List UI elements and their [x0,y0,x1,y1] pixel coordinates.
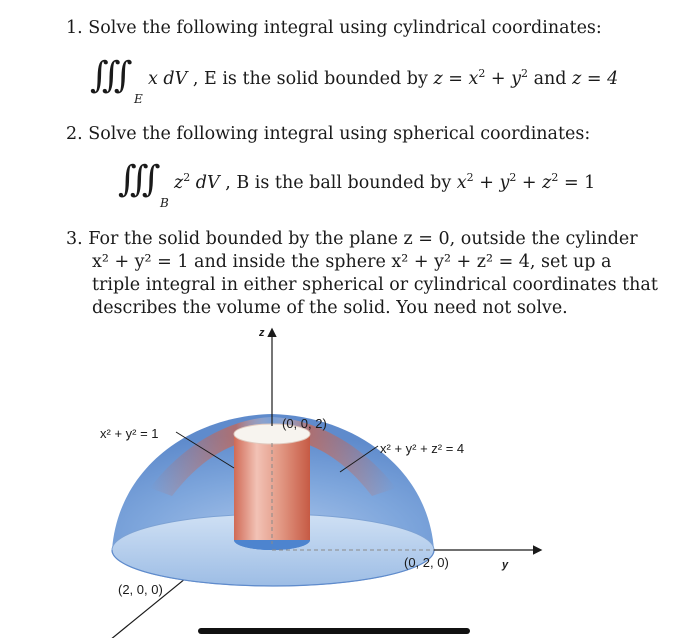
cylinder-equation-label: x² + y² = 1 [100,426,159,441]
triple-integral-sign-2: ∭ [118,159,152,200]
problem-1-number: 1. [66,18,83,38]
problem-3-line-2: x² + y² = 1 and inside the sphere x² + y² + z² = 4, set up a [92,252,612,272]
condition-2: , B is the ball bounded by [225,173,452,193]
problem-3-number: 3. [66,229,83,249]
hemisphere-figure [0,318,700,638]
integrand-2-var: z [174,173,184,193]
problem-2-expression: $z^2$ dV , B is the ball bounded by $x^2 + y^2 + z^2 = 1$ [174,171,596,193]
integrand-1: x dV [148,69,188,89]
problem-2-number: 2. [66,124,83,144]
ball-y: + y [473,173,510,193]
problem-3-line-1 [66,229,638,249]
ball-end: = 1 [558,173,596,193]
surface-2: z = 4 [572,69,619,89]
surface-1a: z = x [433,69,479,89]
integrand-2-rest: dV [190,173,220,193]
surface-1b: + y [485,69,522,89]
problem-2-text: Solve the following integral using spherical coordinates: [88,124,591,144]
problem-3-line-4: describes the volume of the solid. You need not solve. [92,298,568,318]
conj-1: and [533,69,567,89]
ball-z: + z [516,173,552,193]
ball-x: x [456,173,467,193]
problem-2-prompt [66,124,590,144]
problem-3-line-3: triple integral in either spherical or cylindrical coordinates that [92,275,658,295]
problem-1-text: Solve the following integral using cylindrical coordinates: [88,18,602,38]
condition-1: , E is the solid bounded by [192,69,428,89]
problem-3-text-1: For the solid bounded by the plane z = 0, outside the cylinder [88,229,638,249]
point-x-label: (2, 0, 0) [118,582,163,597]
problem-1-prompt [66,18,602,38]
y-axis-label: y [502,559,509,571]
point-y-label: (0, 2, 0) [404,555,449,570]
triple-integral-sign-1: ∭ [90,55,124,96]
point-top-label: (0, 0, 2) [282,416,327,431]
home-indicator-bar [198,628,470,634]
region-subscript-b: B [160,196,169,210]
region-subscript-e: E [134,92,143,106]
sphere-equation-label: x² + y² + z² = 4 [380,441,465,456]
problem-1-expression: x dV , E is the solid bounded by $z = x^2 + y^2$ and z = 4 [148,67,619,89]
z-axis-label: z [259,327,265,339]
